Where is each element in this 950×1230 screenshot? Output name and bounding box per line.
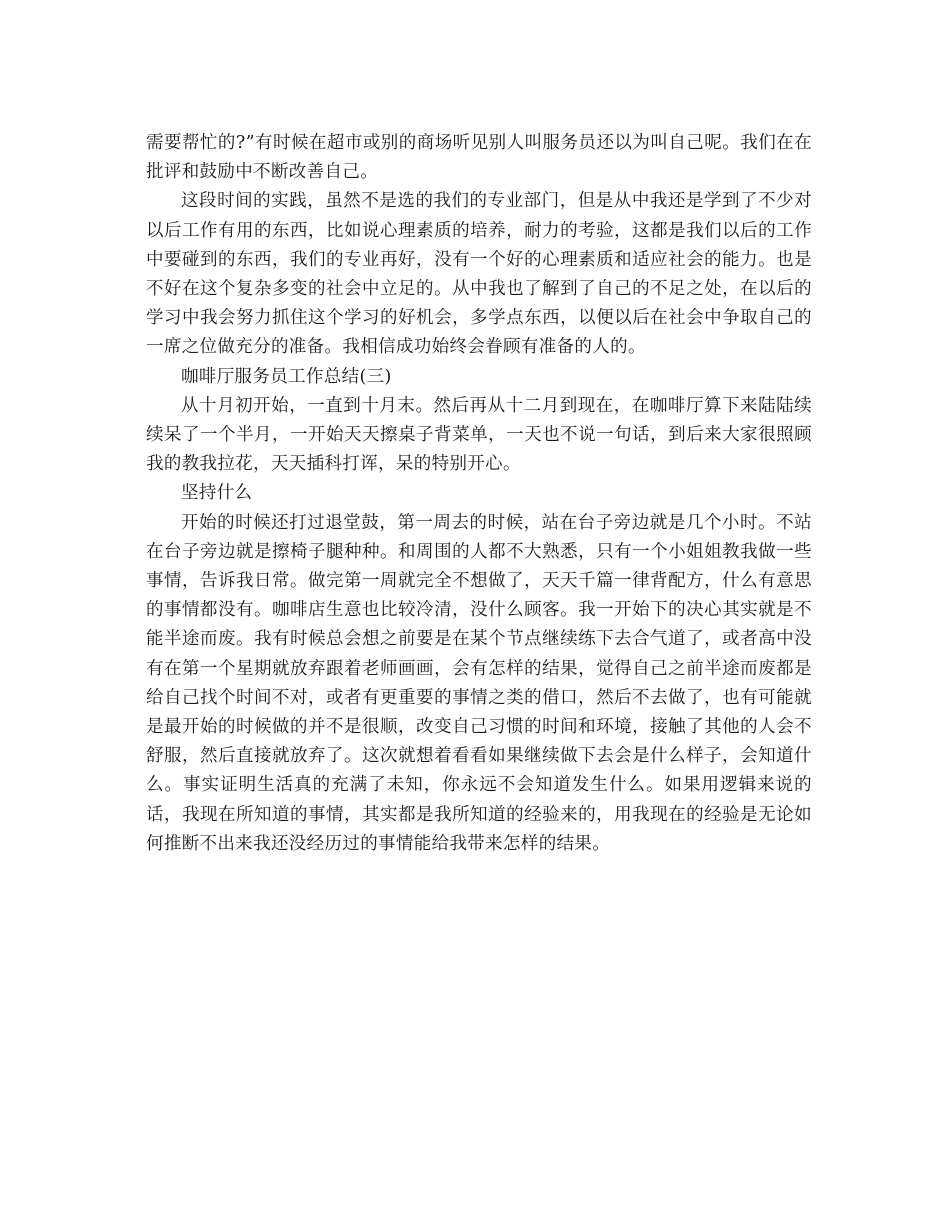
document-page: [146, 129, 812, 859]
persistence-paragraph: 开始的时候还打过退堂鼓，第一周去的时候，站在台子旁边就是几个小时。不站在台子旁边就是擦椅子腿种种。和周围的人都不大熟悉，只有一个小姐姐教我做一些事情，告诉我日常。做完第一周就完全不想做了，天天千篇一律背配方，什么有意思的事情都没有。咖啡店生意也比较冷清，没什么顾客。我一开始下的决心其实就是不能半途而废。我有时候总会想之前要是在某个节点继续练下去合气道了，或者高中没有在第一个星期就放弃跟着老师画画，会有怎样的结果，觉得自己之前半途而废都是给自己找个时间不对，或者有更重要的事情之类的借口，然后不去做了，也有可能就是最开始的时候做的并不是很顺，改变自己习惯的时间和环境，接触了其他的人会不舒服，然后直接就放弃了。这次就想着看看如果继续做下去会是什么样子，会知道什么。事实证明生活真的充满了未知，你永远不会知道发生什么。如果用逻辑来说的话，我现在所知道的事情，其实都是我所知道的经验来的，用我现在的经验是无论如何推断不出来我还没经历过的事情能给我带来怎样的结果。: [146, 512, 812, 854]
practice-reflection-paragraph: 这段时间的实践，虽然不是选的我们的专业部门，但是从中我还是学到了不少对以后工作有用的东西，比如说心理素质的培养，耐力的考验，这都是我们以后的工作中要碰到的东西，我们的专业再好，没有一个好的心理素质和适应社会的能力。也是不好在这个复杂多变的社会中立足的。从中我也了解到了自己的不足之处，在以后的学习中我会努力抓住这个学习的好机会，多学点东西，以便以后在社会中争取自己的一席之位做充分的准备。我相信成功始终会眷顾有准备的人的。: [146, 191, 812, 358]
timeline-paragraph: 从十月初开始，一直到十月末。然后再从十二月到现在，在咖啡厅算下来陆陆续续呆了一个半月，一开始天天擦桌子背菜单，一天也不说一句话，到后来大家很照顾我的教我拉花，天天插科打诨，呆的特别开心。: [146, 395, 812, 475]
section-heading-summary-three: 咖啡厅服务员工作总结(三): [181, 366, 392, 387]
continuation-paragraph: 需要帮忙的?”有时候在超市或别的商场听见别人叫服务员还以为叫自己呢。我们在在批评和鼓励中不断改善自己。: [146, 133, 812, 183]
section-heading-persistence: 坚持什么: [181, 483, 253, 504]
